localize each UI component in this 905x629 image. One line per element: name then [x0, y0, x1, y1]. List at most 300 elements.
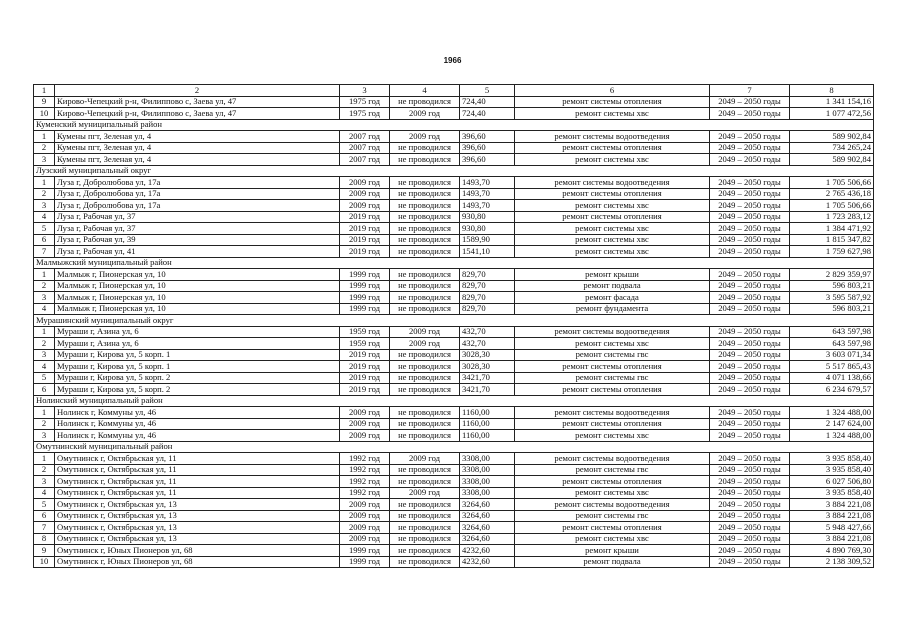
repair-schedule-table	[33, 84, 874, 568]
address-cell: Омутнинск г, Октябрьская ул, 13	[55, 499, 340, 511]
cost-cell: 3 884 221,08	[790, 499, 874, 511]
row-number-cell: 5	[34, 372, 55, 384]
build-year-cell: 2009 год	[340, 510, 390, 522]
area-cell: 396,60	[460, 131, 515, 143]
table-row	[34, 384, 874, 396]
address-cell: Омутнинск г, Октябрьская ул, 11	[55, 476, 340, 488]
cost-cell: 589 902,84	[790, 154, 874, 166]
work-type-cell: ремонт системы отопления	[515, 96, 710, 108]
work-type-cell: ремонт системы водоотведения	[515, 407, 710, 419]
period-cell: 2049 – 2050 годы	[710, 131, 790, 143]
last-repair-cell: не проводился	[390, 188, 460, 200]
work-type-cell: ремонт фундамента	[515, 303, 710, 315]
period-cell: 2049 – 2050 годы	[710, 177, 790, 189]
row-number-cell: 8	[34, 533, 55, 545]
table-row	[34, 131, 874, 143]
period-cell: 2049 – 2050 годы	[710, 188, 790, 200]
last-repair-cell: не проводился	[390, 556, 460, 568]
address-cell: Кирово-Чепецкий р-н, Филиппово с, Заева ул, 47	[55, 96, 340, 108]
area-cell: 4232,60	[460, 556, 515, 568]
area-cell: 930,80	[460, 223, 515, 235]
period-cell: 2049 – 2050 годы	[710, 487, 790, 499]
table-row	[34, 269, 874, 281]
build-year-cell: 2009 год	[340, 177, 390, 189]
last-repair-cell: не проводился	[390, 280, 460, 292]
table-row	[34, 418, 874, 430]
work-type-cell: ремонт системы отопления	[515, 188, 710, 200]
area-cell: 829,70	[460, 269, 515, 281]
column-number-cell: 8	[790, 85, 874, 97]
last-repair-cell: 2009 год	[390, 487, 460, 499]
period-cell: 2049 – 2050 годы	[710, 372, 790, 384]
address-cell: Мураши г, Кирова ул, 5 корп. 1	[55, 361, 340, 373]
row-number-cell: 6	[34, 384, 55, 396]
work-type-cell: ремонт фасада	[515, 292, 710, 304]
cost-cell: 1 341 154,16	[790, 96, 874, 108]
district-name: Омутнинский муниципальный район	[34, 441, 874, 453]
row-number-cell: 9	[34, 545, 55, 557]
build-year-cell: 2009 год	[340, 533, 390, 545]
cost-cell: 1 759 627,98	[790, 246, 874, 258]
cost-cell: 3 935 858,40	[790, 487, 874, 499]
address-cell: Омутнинск г, Октябрьская ул, 11	[55, 464, 340, 476]
district-name: Нолинский муниципальный район	[34, 395, 874, 407]
last-repair-cell: не проводился	[390, 269, 460, 281]
cost-cell: 3 935 858,40	[790, 453, 874, 465]
area-cell: 432,70	[460, 326, 515, 338]
period-cell: 2049 – 2050 годы	[710, 246, 790, 258]
build-year-cell: 1975 год	[340, 108, 390, 120]
row-number-cell: 3	[34, 430, 55, 442]
row-number-cell: 3	[34, 200, 55, 212]
work-type-cell: ремонт крыши	[515, 269, 710, 281]
address-cell: Мураши г, Кирова ул, 5 корп. 1	[55, 349, 340, 361]
last-repair-cell: не проводился	[390, 361, 460, 373]
build-year-cell: 2009 год	[340, 188, 390, 200]
district-name: Малмыжский муниципальный район	[34, 257, 874, 269]
work-type-cell: ремонт подвала	[515, 280, 710, 292]
table-row	[34, 108, 874, 120]
work-type-cell: ремонт системы водоотведения	[515, 177, 710, 189]
work-type-cell: ремонт системы отопления	[515, 211, 710, 223]
district-name: Лузский муниципальный округ	[34, 165, 874, 177]
build-year-cell: 2019 год	[340, 223, 390, 235]
build-year-cell: 1999 год	[340, 280, 390, 292]
build-year-cell: 1959 год	[340, 326, 390, 338]
last-repair-cell: не проводился	[390, 384, 460, 396]
last-repair-cell: 2009 год	[390, 326, 460, 338]
address-cell: Малмыж г, Пионерская ул, 10	[55, 292, 340, 304]
last-repair-cell: не проводился	[390, 200, 460, 212]
column-number-cell: 3	[340, 85, 390, 97]
cost-cell: 2 138 309,52	[790, 556, 874, 568]
work-type-cell: ремонт системы водоотведения	[515, 499, 710, 511]
table-body	[34, 85, 874, 568]
build-year-cell: 2019 год	[340, 349, 390, 361]
period-cell: 2049 – 2050 годы	[710, 108, 790, 120]
build-year-cell: 2009 год	[340, 499, 390, 511]
area-cell: 396,60	[460, 154, 515, 166]
area-cell: 829,70	[460, 292, 515, 304]
last-repair-cell: не проводился	[390, 292, 460, 304]
cost-cell: 589 902,84	[790, 131, 874, 143]
area-cell: 3028,30	[460, 349, 515, 361]
work-type-cell: ремонт системы хвс	[515, 108, 710, 120]
row-number-cell: 6	[34, 510, 55, 522]
row-number-cell: 10	[34, 108, 55, 120]
row-number-cell: 1	[34, 269, 55, 281]
period-cell: 2049 – 2050 годы	[710, 349, 790, 361]
row-number-cell: 2	[34, 338, 55, 350]
row-number-cell: 5	[34, 499, 55, 511]
table-row	[34, 487, 874, 499]
cost-cell: 596 803,21	[790, 280, 874, 292]
address-cell: Луза г, Рабочая ул, 39	[55, 234, 340, 246]
last-repair-cell: не проводился	[390, 211, 460, 223]
area-cell: 1493,70	[460, 200, 515, 212]
row-number-cell: 10	[34, 556, 55, 568]
last-repair-cell: не проводился	[390, 349, 460, 361]
row-number-cell: 2	[34, 418, 55, 430]
table-row	[34, 223, 874, 235]
row-number-cell: 4	[34, 487, 55, 499]
last-repair-cell: не проводился	[390, 223, 460, 235]
table-row	[34, 556, 874, 568]
row-number-cell: 3	[34, 292, 55, 304]
row-number-cell: 1	[34, 407, 55, 419]
cost-cell: 3 884 221,08	[790, 510, 874, 522]
area-cell: 3308,00	[460, 453, 515, 465]
area-cell: 1493,70	[460, 188, 515, 200]
period-cell: 2049 – 2050 годы	[710, 430, 790, 442]
row-number-cell: 4	[34, 211, 55, 223]
address-cell: Луза г, Рабочая ул, 37	[55, 211, 340, 223]
table-row	[34, 361, 874, 373]
work-type-cell: ремонт системы хвс	[515, 533, 710, 545]
address-cell: Мураши г, Кирова ул, 5 корп. 2	[55, 384, 340, 396]
period-cell: 2049 – 2050 годы	[710, 200, 790, 212]
area-cell: 1589,90	[460, 234, 515, 246]
row-number-cell: 7	[34, 522, 55, 534]
table-row	[34, 234, 874, 246]
address-cell: Омутнинск г, Октябрьская ул, 13	[55, 522, 340, 534]
row-number-cell: 1	[34, 131, 55, 143]
address-cell: Мураши г, Азина ул, 6	[55, 338, 340, 350]
cost-cell: 4 071 138,66	[790, 372, 874, 384]
area-cell: 3308,00	[460, 476, 515, 488]
period-cell: 2049 – 2050 годы	[710, 418, 790, 430]
area-cell: 3264,60	[460, 522, 515, 534]
build-year-cell: 2019 год	[340, 361, 390, 373]
area-cell: 1160,00	[460, 407, 515, 419]
build-year-cell: 2019 год	[340, 211, 390, 223]
period-cell: 2049 – 2050 годы	[710, 510, 790, 522]
area-cell: 3264,60	[460, 510, 515, 522]
table-row	[34, 188, 874, 200]
cost-cell: 1 384 471,92	[790, 223, 874, 235]
column-number-cell: 7	[710, 85, 790, 97]
row-number-cell: 3	[34, 476, 55, 488]
last-repair-cell: не проводился	[390, 430, 460, 442]
last-repair-cell: не проводился	[390, 154, 460, 166]
row-number-cell: 9	[34, 96, 55, 108]
column-number-cell: 5	[460, 85, 515, 97]
area-cell: 1160,00	[460, 430, 515, 442]
period-cell: 2049 – 2050 годы	[710, 211, 790, 223]
area-cell: 930,80	[460, 211, 515, 223]
district-group-row	[34, 395, 874, 407]
work-type-cell: ремонт системы гвс	[515, 510, 710, 522]
row-number-cell: 1	[34, 177, 55, 189]
build-year-cell: 1992 год	[340, 487, 390, 499]
build-year-cell: 1999 год	[340, 269, 390, 281]
row-number-cell: 6	[34, 234, 55, 246]
area-cell: 724,40	[460, 96, 515, 108]
column-number-cell: 4	[390, 85, 460, 97]
cost-cell: 1 324 488,00	[790, 430, 874, 442]
district-group-row	[34, 441, 874, 453]
period-cell: 2049 – 2050 годы	[710, 269, 790, 281]
table-row	[34, 453, 874, 465]
work-type-cell: ремонт системы гвс	[515, 372, 710, 384]
last-repair-cell: не проводился	[390, 522, 460, 534]
period-cell: 2049 – 2050 годы	[710, 96, 790, 108]
work-type-cell: ремонт системы отопления	[515, 522, 710, 534]
period-cell: 2049 – 2050 годы	[710, 384, 790, 396]
table-row	[34, 430, 874, 442]
page-number: 1966	[443, 56, 462, 65]
cost-cell: 2 829 359,97	[790, 269, 874, 281]
last-repair-cell: 2009 год	[390, 108, 460, 120]
build-year-cell: 1992 год	[340, 464, 390, 476]
area-cell: 3421,70	[460, 372, 515, 384]
build-year-cell: 1959 год	[340, 338, 390, 350]
last-repair-cell: 2009 год	[390, 338, 460, 350]
period-cell: 2049 – 2050 годы	[710, 556, 790, 568]
build-year-cell: 1999 год	[340, 292, 390, 304]
work-type-cell: ремонт системы хвс	[515, 223, 710, 235]
area-cell: 724,40	[460, 108, 515, 120]
work-type-cell: ремонт системы водоотведения	[515, 326, 710, 338]
last-repair-cell: не проводился	[390, 142, 460, 154]
address-cell: Малмыж г, Пионерская ул, 10	[55, 280, 340, 292]
cost-cell: 3 595 587,92	[790, 292, 874, 304]
work-type-cell: ремонт системы хвс	[515, 487, 710, 499]
row-number-cell: 2	[34, 280, 55, 292]
period-cell: 2049 – 2050 годы	[710, 464, 790, 476]
area-cell: 3308,00	[460, 487, 515, 499]
build-year-cell: 1975 год	[340, 96, 390, 108]
cost-cell: 4 890 769,30	[790, 545, 874, 557]
cost-cell: 3 935 858,40	[790, 464, 874, 476]
period-cell: 2049 – 2050 годы	[710, 522, 790, 534]
build-year-cell: 2019 год	[340, 246, 390, 258]
period-cell: 2049 – 2050 годы	[710, 280, 790, 292]
area-cell: 4232,60	[460, 545, 515, 557]
table-row	[34, 303, 874, 315]
column-number-cell: 2	[55, 85, 340, 97]
period-cell: 2049 – 2050 годы	[710, 338, 790, 350]
cost-cell: 1 324 488,00	[790, 407, 874, 419]
last-repair-cell: не проводился	[390, 533, 460, 545]
cost-cell: 3 603 071,34	[790, 349, 874, 361]
period-cell: 2049 – 2050 годы	[710, 453, 790, 465]
area-cell: 1160,00	[460, 418, 515, 430]
work-type-cell: ремонт системы хвс	[515, 234, 710, 246]
cost-cell: 1 077 472,56	[790, 108, 874, 120]
period-cell: 2049 – 2050 годы	[710, 326, 790, 338]
table-row	[34, 464, 874, 476]
period-cell: 2049 – 2050 годы	[710, 499, 790, 511]
row-number-cell: 3	[34, 349, 55, 361]
period-cell: 2049 – 2050 годы	[710, 545, 790, 557]
work-type-cell: ремонт системы отопления	[515, 476, 710, 488]
column-number-row	[34, 85, 874, 97]
district-name: Мурашинский муниципальный округ	[34, 315, 874, 327]
address-cell: Омутнинск г, Октябрьская ул, 13	[55, 510, 340, 522]
build-year-cell: 1999 год	[340, 556, 390, 568]
cost-cell: 2 765 436,18	[790, 188, 874, 200]
last-repair-cell: не проводился	[390, 418, 460, 430]
work-type-cell: ремонт системы хвс	[515, 200, 710, 212]
build-year-cell: 2009 год	[340, 430, 390, 442]
table-row	[34, 200, 874, 212]
period-cell: 2049 – 2050 годы	[710, 154, 790, 166]
area-cell: 3028,30	[460, 361, 515, 373]
last-repair-cell: не проводился	[390, 499, 460, 511]
build-year-cell: 2019 год	[340, 372, 390, 384]
table-row	[34, 533, 874, 545]
work-type-cell: ремонт подвала	[515, 556, 710, 568]
cost-cell: 643 597,98	[790, 326, 874, 338]
row-number-cell: 5	[34, 223, 55, 235]
area-cell: 3308,00	[460, 464, 515, 476]
cost-cell: 5 948 427,66	[790, 522, 874, 534]
work-type-cell: ремонт системы отопления	[515, 384, 710, 396]
last-repair-cell: не проводился	[390, 246, 460, 258]
address-cell: Омутнинск г, Октябрьская ул, 11	[55, 453, 340, 465]
build-year-cell: 2009 год	[340, 407, 390, 419]
work-type-cell: ремонт системы хвс	[515, 154, 710, 166]
table-row	[34, 510, 874, 522]
address-cell: Луза г, Добролюбова ул, 17а	[55, 188, 340, 200]
cost-cell: 2 147 624,00	[790, 418, 874, 430]
table-row	[34, 338, 874, 350]
district-group-row	[34, 257, 874, 269]
build-year-cell: 2009 год	[340, 418, 390, 430]
table-row	[34, 407, 874, 419]
build-year-cell: 2009 год	[340, 522, 390, 534]
district-group-row	[34, 165, 874, 177]
table-row	[34, 292, 874, 304]
row-number-cell: 4	[34, 303, 55, 315]
table-row	[34, 142, 874, 154]
address-cell: Малмыж г, Пионерская ул, 10	[55, 303, 340, 315]
address-cell: Мураши г, Азина ул, 6	[55, 326, 340, 338]
work-type-cell: ремонт системы отопления	[515, 142, 710, 154]
build-year-cell: 1992 год	[340, 453, 390, 465]
address-cell: Луза г, Добролюбова ул, 17а	[55, 200, 340, 212]
period-cell: 2049 – 2050 годы	[710, 142, 790, 154]
column-number-cell: 6	[515, 85, 710, 97]
table-row	[34, 326, 874, 338]
build-year-cell: 2007 год	[340, 142, 390, 154]
table-row	[34, 280, 874, 292]
column-number-cell: 1	[34, 85, 55, 97]
district-group-row	[34, 119, 874, 131]
district-group-row	[34, 315, 874, 327]
address-cell: Кумены пгт, Зеленая ул, 4	[55, 131, 340, 143]
row-number-cell: 2	[34, 188, 55, 200]
build-year-cell: 1999 год	[340, 303, 390, 315]
build-year-cell: 2007 год	[340, 154, 390, 166]
address-cell: Мураши г, Кирова ул, 5 корп. 2	[55, 372, 340, 384]
cost-cell: 5 517 865,43	[790, 361, 874, 373]
area-cell: 829,70	[460, 303, 515, 315]
address-cell: Кумены пгт, Зеленая ул, 4	[55, 142, 340, 154]
build-year-cell: 2009 год	[340, 200, 390, 212]
district-name: Куменский муниципальный район	[34, 119, 874, 131]
address-cell: Малмыж г, Пионерская ул, 10	[55, 269, 340, 281]
address-cell: Омутнинск г, Октябрьская ул, 13	[55, 533, 340, 545]
table-row	[34, 96, 874, 108]
table-row	[34, 154, 874, 166]
period-cell: 2049 – 2050 годы	[710, 303, 790, 315]
period-cell: 2049 – 2050 годы	[710, 292, 790, 304]
work-type-cell: ремонт системы гвс	[515, 349, 710, 361]
row-number-cell: 1	[34, 453, 55, 465]
address-cell: Омутнинск г, Октябрьская ул, 11	[55, 487, 340, 499]
address-cell: Омутнинск г, Юных Пионеров ул, 68	[55, 545, 340, 557]
work-type-cell: ремонт системы отопления	[515, 361, 710, 373]
period-cell: 2049 – 2050 годы	[710, 407, 790, 419]
cost-cell: 1 723 283,12	[790, 211, 874, 223]
last-repair-cell: не проводился	[390, 96, 460, 108]
area-cell: 1493,70	[460, 177, 515, 189]
last-repair-cell: не проводился	[390, 177, 460, 189]
address-cell: Нолинск г, Коммуны ул, 46	[55, 407, 340, 419]
table-row	[34, 211, 874, 223]
area-cell: 3421,70	[460, 384, 515, 396]
work-type-cell: ремонт системы хвс	[515, 246, 710, 258]
area-cell: 829,70	[460, 280, 515, 292]
table-row	[34, 522, 874, 534]
row-number-cell: 2	[34, 142, 55, 154]
address-cell: Нолинск г, Коммуны ул, 46	[55, 430, 340, 442]
cost-cell: 1 705 506,66	[790, 200, 874, 212]
build-year-cell: 2019 год	[340, 234, 390, 246]
table-row	[34, 177, 874, 189]
area-cell: 1541,10	[460, 246, 515, 258]
work-type-cell: ремонт системы водоотведения	[515, 131, 710, 143]
build-year-cell: 1999 год	[340, 545, 390, 557]
work-type-cell: ремонт системы гвс	[515, 464, 710, 476]
row-number-cell: 1	[34, 326, 55, 338]
work-type-cell: ремонт системы хвс	[515, 430, 710, 442]
row-number-cell: 3	[34, 154, 55, 166]
cost-cell: 1 815 347,82	[790, 234, 874, 246]
work-type-cell: ремонт крыши	[515, 545, 710, 557]
period-cell: 2049 – 2050 годы	[710, 223, 790, 235]
address-cell: Луза г, Рабочая ул, 41	[55, 246, 340, 258]
cost-cell: 734 265,24	[790, 142, 874, 154]
last-repair-cell: не проводился	[390, 407, 460, 419]
cost-cell: 6 027 506,80	[790, 476, 874, 488]
table-row	[34, 545, 874, 557]
work-type-cell: ремонт системы хвс	[515, 338, 710, 350]
table-row	[34, 372, 874, 384]
address-cell: Луза г, Добролюбова ул, 17а	[55, 177, 340, 189]
